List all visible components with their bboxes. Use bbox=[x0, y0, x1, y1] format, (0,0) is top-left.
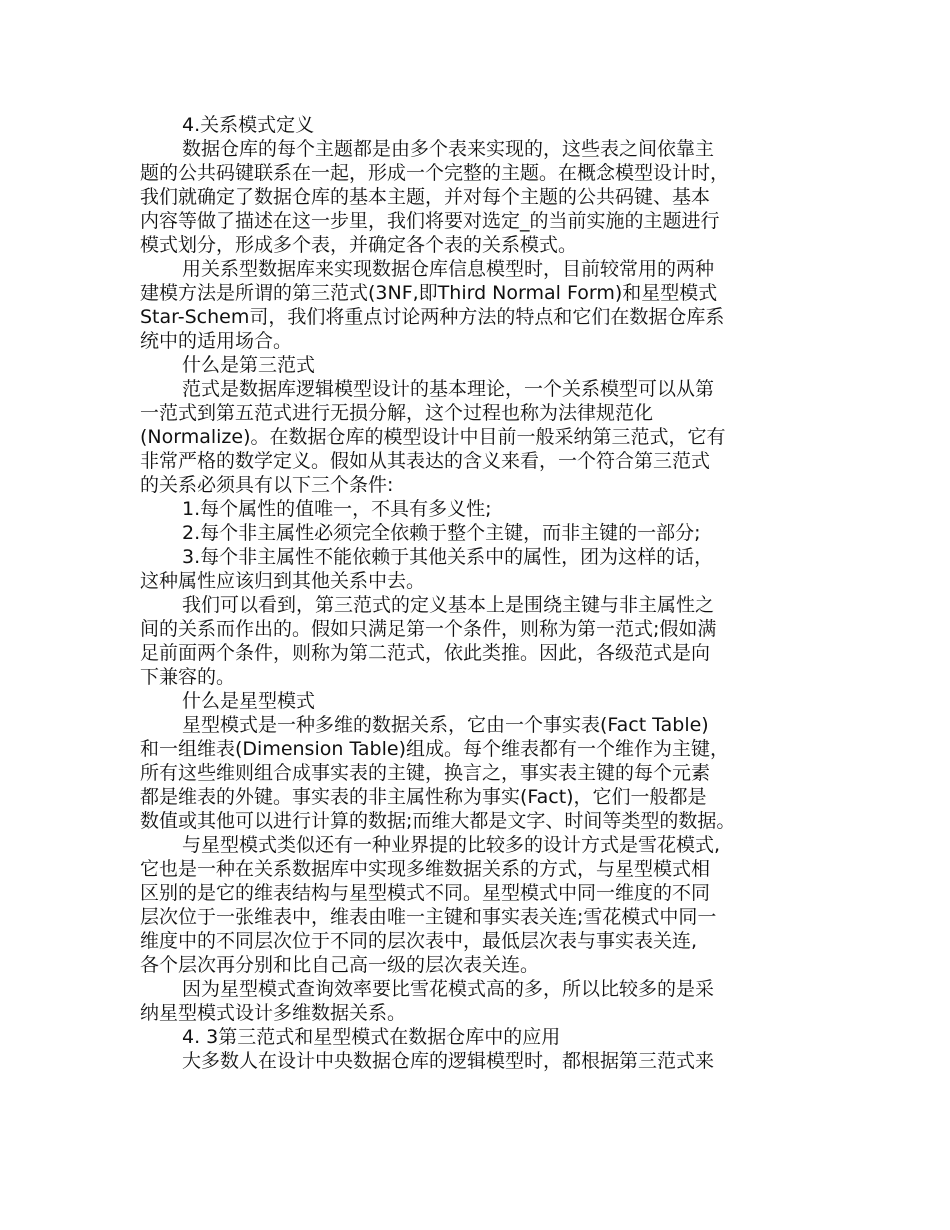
document-body bbox=[140, 113, 812, 1073]
text-line: 一范式到第五范式进行无损分解，这个过程也称为法律规范化 bbox=[140, 402, 654, 424]
text-line: 我们就确定了数据仓库的基本主题，并对每个主题的公共码键、基本 bbox=[140, 186, 711, 208]
text-line: 与星型模式类似还有一种业界提的比较多的设计方式是雪花模式, bbox=[182, 834, 721, 856]
text-line: 4.关系模式定义 bbox=[182, 114, 315, 136]
text-line: 都是维表的外键。事实表的非主属性称为事实(Fact)，它们一般都是 bbox=[140, 786, 707, 808]
text-line: 统中的适用场合。 bbox=[140, 330, 293, 352]
text-line: 什么是第三范式 bbox=[182, 354, 316, 376]
text-line: 用关系型数据库来实现数据仓库信息模型时，目前较常用的两种 bbox=[182, 258, 715, 280]
text-line: 各个层次再分别和比自己高一级的层次表关连。 bbox=[140, 954, 540, 976]
text-line: 范式是数据库逻辑模型设计的基本理论，一个关系模型可以从第 bbox=[182, 378, 715, 400]
text-line: 层次位于一张维表中，维表由唯一主键和事实表关连;雪花模式中同一 bbox=[140, 906, 717, 928]
text-line: 非常严格的数学定义。假如从其表达的含义来看，一个符合第三范式 bbox=[140, 450, 711, 472]
text-line: 模式划分，形成多个表，并确定各个表的关系模式。 bbox=[140, 234, 578, 256]
text-line: 内容等做了描述在这一步里，我们将要对选定_的当前实施的主题进行 bbox=[140, 210, 720, 232]
text-line: 数值或其他可以进行计算的数据;而维大都是文字、时间等类型的数据。 bbox=[140, 810, 736, 832]
text-line: 足前面两个条件，则称为第二范式，依此类推。因此，各级范式是向 bbox=[140, 642, 711, 664]
text-line: 数据仓库的每个主题都是由多个表来实现的，这些表之间依靠主 bbox=[182, 138, 715, 160]
text-line: Star-Schem司，我们将重点讨论两种方法的特点和它们在数据仓库系 bbox=[140, 306, 725, 328]
text-line: 间的关系而作出的。假如只满足第一个条件，则称为第一范式;假如满 bbox=[140, 618, 717, 640]
text-line: 因为星型模式查询效率要比雪花模式高的多，所以比较多的是采 bbox=[182, 978, 715, 1000]
text-line: 它也是一种在关系数据库中实现多维数据关系的方式，与星型模式相 bbox=[140, 858, 711, 880]
text-line: 题的公共码键联系在一起，形成一个完整的主题。在概念模型设计时， bbox=[140, 162, 730, 184]
text-line: 和一组维表(Dimension Table)组成。每个维表都有一个维作为主键， bbox=[140, 738, 729, 760]
text-line: 我们可以看到，第三范式的定义基本上是围绕主键与非主属性之 bbox=[182, 594, 715, 616]
text-line: 所有这些维则组合成事实表的主键，换言之，事实表主键的每个元素 bbox=[140, 762, 711, 784]
text-line: 维度中的不同层次位于不同的层次表中，最低层次表与事实表关连, bbox=[140, 930, 698, 952]
text-line: 大多数人在设计中央数据仓库的逻辑模型时，都根据第三范式来 bbox=[182, 1050, 715, 1072]
text-line: 下兼容的。 bbox=[140, 666, 236, 688]
text-line: 的关系必须具有以下三个条件: bbox=[140, 474, 394, 496]
text-line: 星型模式是一种多维的数据关系，它由一个事实表(Fact Table) bbox=[182, 714, 709, 736]
text-line: 3.每个非主属性不能依赖于其他关系中的属性，团为这样的话， bbox=[182, 546, 714, 568]
text-line: 这种属性应该归到其他关系中去。 bbox=[140, 570, 426, 592]
text-line: (Normalize)。在数据仓库的模型设计中目前一般采纳第三范式，它有 bbox=[140, 426, 726, 448]
text-line: 2.每个非主属性必须完全依赖于整个主键，而非主键的一部分; bbox=[182, 522, 701, 544]
text-line: 什么是星型模式 bbox=[182, 690, 316, 712]
text-line: 4. 3第三范式和星型模式在数据仓库中的应用 bbox=[182, 1026, 561, 1048]
text-line: 纳星型模式设计多维数据关系。 bbox=[140, 1002, 407, 1024]
text-line: 区别的是它的维表结构与星型模式不同。星型模式中同一维度的不同 bbox=[140, 882, 711, 904]
text-line: 1.每个属性的值唯一，不具有多义性; bbox=[182, 498, 492, 520]
text-line: 建模方法是所谓的第三范式(3NF,即Third Normal Form)和星型模式 bbox=[140, 282, 718, 304]
